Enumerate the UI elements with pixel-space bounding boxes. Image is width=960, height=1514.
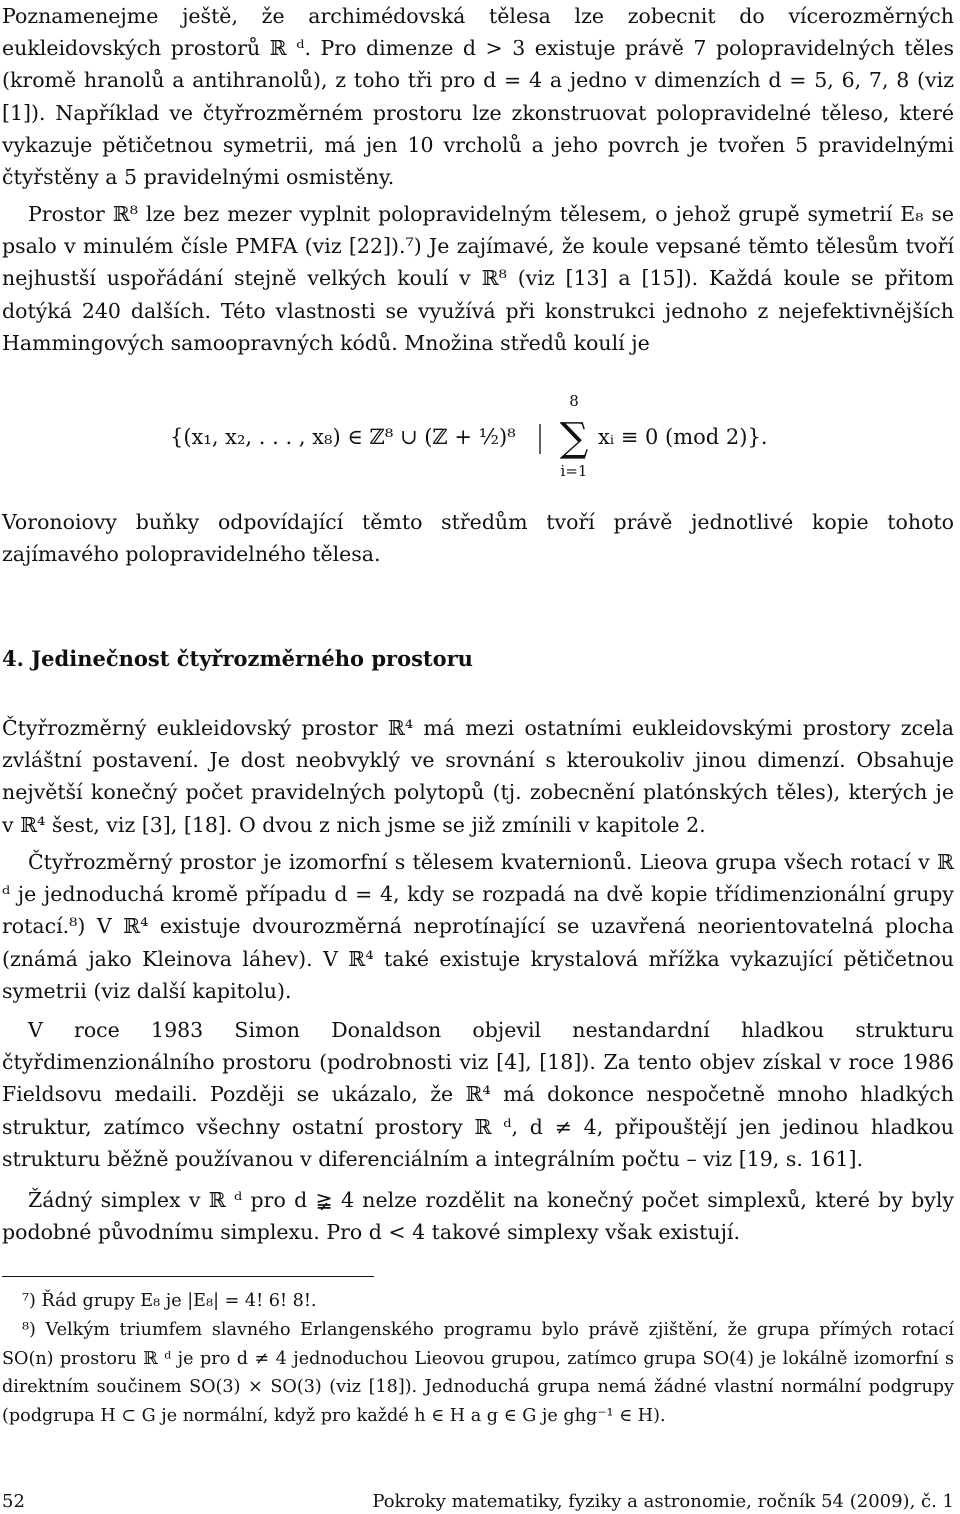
section-heading: 4. Jedinečnost čtyřrozměrného prostoru	[2, 646, 473, 671]
formula-set-open: {(x₁, x₂, . . . , x₈) ∈ ℤ⁸ ∪ (ℤ + ½)⁸	[170, 425, 516, 449]
paragraph-quaternions: Čtyřrozměrný prostor je izomorfní s tělesem kvaternionů. Lieova grupa všech rotací v ℝ ᵈ je jednoduchá kromě případu d = 4, kdy se rozpadá na dvě kopie třídimenzionální grupy rotací.⁸) V ℝ⁴ existuje dvourozměrná neprotínající se uzavřená neorientovatelná plocha (známá jako Kleinova láhev). V ℝ⁴ také existuje krystalová mřížka vykazující pětičetnou symetrii (viz další kapitolu).	[2, 850, 954, 1003]
paragraph-archimedean-solids: Poznamenejme ještě, že archimédovská tělesa lze zobecnit do vícerozměrných eukleidovských prostorů ℝ ᵈ. Pro dimenze d > 3 existuje právě 7 polopravidelných těles (kromě hranolů a antihranolů), z toho tři pro d = 4 a jedno v dimenzích d = 5, 6, 7, 8 (viz [1]). Například ve čtyřrozměrném prostoru lze zkonstruovat polopravidelné těleso, které vykazuje pětičetnou symetrii, má jen 10 vrcholů a jeho povrch je tvořen 5 pravidelnými čtyřstěny a 5 pravidelnými osmistěny.	[2, 4, 954, 190]
formula-set-close: xᵢ ≡ 0 (mod 2)}.	[598, 425, 768, 449]
paragraph-simplex: Žádný simplex v ℝ ᵈ pro d ≩ 4 nelze rozdělit na konečný počet simplexů, které by byly podobné původnímu simplexu. Pro d < 4 takové simplexy však existují.	[2, 1188, 954, 1245]
set-formula	[170, 392, 810, 482]
page-number: 52	[2, 1491, 25, 1512]
formula-sum-symbol: ∑	[559, 415, 589, 461]
paragraph-voronoi-cells: Voronoiovy buňky odpovídající těmto středům tvoří právě jednotlivé kopie tohoto zajímavého polopravidelného tělesa.	[2, 510, 954, 567]
formula-sum-lower: i=1	[560, 462, 588, 480]
footnote-rule	[2, 1276, 374, 1277]
journal-citation: Pokroky matematiky, fyziky a astronomie, ročník 54 (2009), č. 1	[372, 1491, 954, 1512]
paragraph-e8-packing: Prostor ℝ⁸ lze bez mezer vyplnit polopravidelným tělesem, o jehož grupě symetrií E₈ se psalo v minulém čísle PMFA (viz [22]).⁷) Je zajímavé, že koule vepsané těmto tělesům tvoří nejhustší uspořádání stejně velkých koulí v ℝ⁸ (viz [13] a [15]). Každá koule se přitom dotýká 240 dalších. Této vlastnosti se využívá při konstrukci jednoho z nejefektivnějších Hammingových samoopravných kódů. Množina středů koulí je	[2, 202, 954, 355]
paragraph-r4-special: Čtyřrozměrný eukleidovský prostor ℝ⁴ má mezi ostatními eukleidovskými prostory zcela zvláštní postavení. Je dost neobvyklý ve srovnání s kteroukoliv jinou dimenzí. Obsahuje největší konečný počet pravidelných polytopů (tj. zobecnění platónských těles), kterých je v ℝ⁴ šest, viz [3], [18]. O dvou z nich jsme se již zmínili v kapitole 2.	[2, 716, 954, 837]
footnote-7: ⁷) Řád grupy E₈ je |E₈| = 4! 6! 8!.	[22, 1291, 317, 1311]
footnote-8: ⁸) Velkým triumfem slavného Erlangenského programu bylo právě zjištění, že grupa přímých rotací SO(n) prostoru ℝ ᵈ je pro d ≠ 4 jednoduchou Lieovou grupou, zatímco grupa SO(4) je lokálně izomorfní s direktním součinem SO(3) × SO(3) (viz [18]). Jednoduchá grupa nemá žádné vlastní normální podgrupy (podgrupa H ⊂ G je normální, když pro každé h ∈ H a g ∈ G je ghg⁻¹ ∈ H).	[2, 1320, 954, 1426]
paragraph-donaldson: V roce 1983 Simon Donaldson objevil nestandardní hladkou strukturu čtyřdimenzionálního prostoru (podrobnosti viz [4], [18]). Za tento objev získal v roce 1986 Fieldsovu medaili. Později se ukázalo, že ℝ⁴ má dokonce nespočetně mnoho hladkých struktur, zatímco všechny ostatní prostory ℝ ᵈ, d ≠ 4, připouštějí jen jedinou hladkou strukturu běžně používanou v diferenciálním a integrálním počtu – viz [19, s. 161].	[2, 1018, 954, 1171]
formula-sum-upper: 8	[569, 392, 579, 410]
